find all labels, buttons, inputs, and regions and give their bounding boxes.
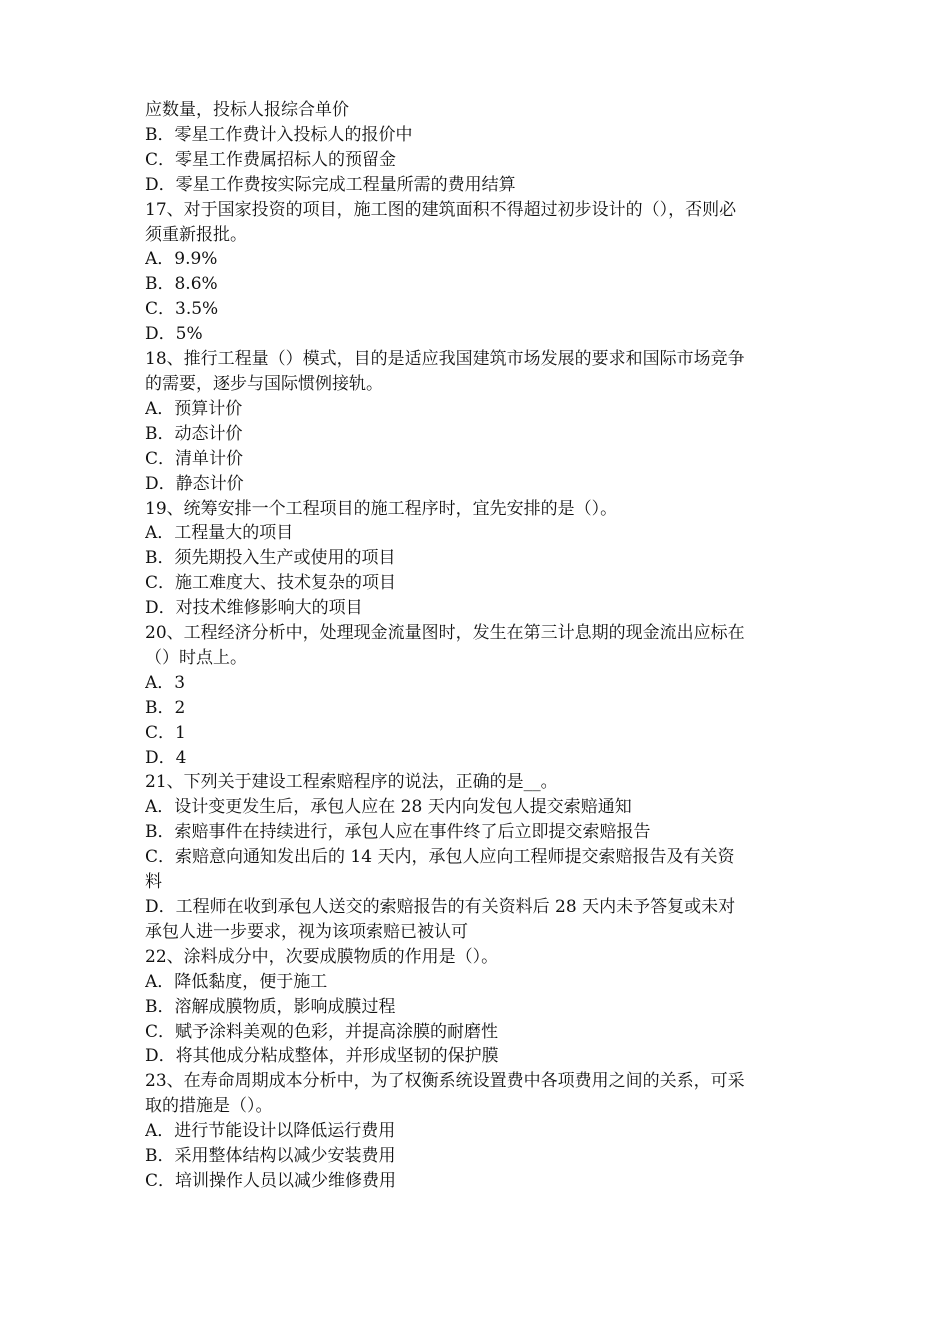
option-line: C．3.5% [145,299,219,320]
option-line: A．9.9% [145,249,218,270]
option-line: C．索赔意向通知发出后的 14 天内，承包人应向工程师提交索赔报告及有关资 [145,847,735,868]
option-line: D．零星工作费按实际完成工程量所需的费用结算 [145,174,516,195]
option-line: D．工程师在收到承包人送交的索赔报告的有关资料后 28 天内未予答复或未对 [145,897,736,917]
option-line: D．5% [145,324,203,345]
option-line: A．设计变更发生后，承包人应在 28 天内向发包人提交索赔通知 [145,797,632,818]
question-text-block [145,98,821,1194]
option-line: B．须先期投入生产或使用的项目 [145,548,396,569]
question-19: 19、统筹安排一个工程项目的施工程序时，宜先安排的是（）。 [145,498,618,519]
option-line: B．动态计价 [145,423,243,444]
option-line: B．2 [145,697,186,718]
question-18-line-2: 的需要，逐步与国际惯例接轨。 [145,373,383,394]
option-line: C．赋予涂料美观的色彩，并提高涂膜的耐磨性 [145,1021,499,1042]
option-line: B．零星工作费计入投标人的报价中 [145,124,413,145]
option-line-continuation: 承包人进一步要求，视为该项索赔已被认可 [145,921,468,942]
option-line: A．进行节能设计以降低运行费用 [145,1121,396,1142]
option-line: D．4 [145,747,187,768]
option-line: C．1 [145,722,186,743]
question-18-line-1: 18、推行工程量（）模式，目的是适应我国建筑市场发展的要求和国际市场竞争 [145,349,745,370]
option-line: A．预算计价 [145,398,243,419]
question-23-line-1: 23、在寿命周期成本分析中，为了权衡系统设置费中各项费用之间的关系，可采 [145,1071,745,1092]
option-line: D．对技术维修影响大的项目 [145,598,363,619]
question-22: 22、涂料成分中，次要成膜物质的作用是（）。 [145,946,499,967]
question-23-line-2: 取的措施是（）。 [145,1096,273,1117]
option-line: C．清单计价 [145,448,244,469]
option-line: B．索赔事件在持续进行，承包人应在事件终了后立即提交索赔报告 [145,822,651,843]
option-line: C．零星工作费属招标人的预留金 [145,149,397,170]
option-line: B．8.6% [145,274,218,295]
option-line: C．施工难度大、技术复杂的项目 [145,573,397,594]
option-line: B．溶解成膜物质，影响成膜过程 [145,996,396,1017]
option-line: C．培训操作人员以减少维修费用 [145,1170,397,1191]
option-line: A．工程量大的项目 [145,523,294,544]
option-line: A．3 [145,672,186,693]
question-17-line-2: 须重新报批。 [145,224,247,245]
question-21: 21、下列关于建设工程索赔程序的说法，正确的是__。 [145,772,558,793]
option-line: B．采用整体结构以减少安装费用 [145,1146,396,1167]
question-20-line-1: 20、工程经济分析中，处理现金流量图时，发生在第三计息期的现金流出应标在 [145,623,745,644]
option-line: D．静态计价 [145,473,244,494]
question-20-line-2: （）时点上。 [145,647,247,668]
option-line-continuation: 料 [145,872,162,893]
option-line: D．将其他成分粘成整体，并形成坚韧的保护膜 [145,1046,499,1067]
option-line: A．降低黏度，便于施工 [145,971,328,992]
text-line: 应数量，投标人报综合单价 [145,100,349,120]
question-17-line-1: 17、对于国家投资的项目，施工图的建筑面积不得超过初步设计的（），否则必 [145,199,737,220]
